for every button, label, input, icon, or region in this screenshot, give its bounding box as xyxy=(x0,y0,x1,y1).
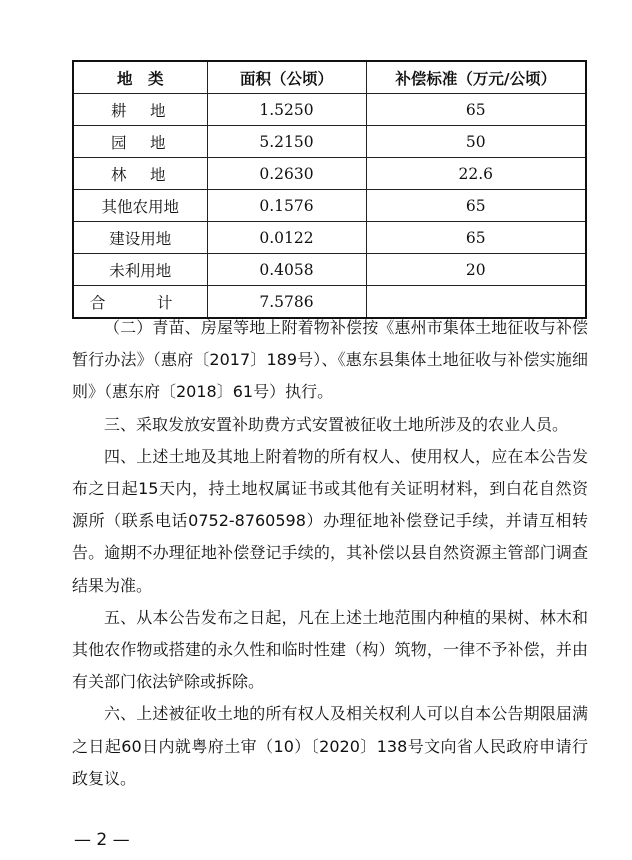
table-row xyxy=(73,158,586,190)
paragraph-resettlement: 三、采取发放安置补助费方式安置被征收土地所涉及的农业人员。 xyxy=(104,414,569,434)
cell-area: 0.1576 xyxy=(207,190,366,222)
cell-land-type: 园 地 xyxy=(73,126,207,158)
table-row xyxy=(73,190,586,222)
table-row xyxy=(73,94,586,126)
cell-standard: 65 xyxy=(366,222,586,254)
land-compensation-table xyxy=(72,60,587,319)
cell-standard: 65 xyxy=(366,190,586,222)
cell-standard: 65 xyxy=(366,94,586,126)
header-area: 面积（公顷） xyxy=(207,61,366,94)
paragraph-administrative-review: 六、上述被征收土地的所有权人及相关权利人可以自本公告期限届满之日起60日内就粤府土审（10）〔2020〕138号文向省人民政府申请行政复议。 xyxy=(72,704,588,788)
cell-land-type: 其他农用地 xyxy=(73,190,207,222)
cell-area: 0.2630 xyxy=(207,158,366,190)
table-row xyxy=(73,126,586,158)
cell-standard: 20 xyxy=(366,254,586,286)
table-row xyxy=(73,222,586,254)
table-header-row xyxy=(73,61,586,94)
cell-land-type: 林 地 xyxy=(73,158,207,190)
cell-area: 0.0122 xyxy=(207,222,366,254)
cell-area: 0.4058 xyxy=(207,254,366,286)
header-standard: 补偿标准（万元/公顷） xyxy=(366,61,586,94)
announcement-body xyxy=(72,312,588,795)
cell-area: 1.5250 xyxy=(207,94,366,126)
header-land-type: 地 类 xyxy=(73,61,207,94)
cell-land-type: 建设用地 xyxy=(73,222,207,254)
cell-area: 5.2150 xyxy=(207,126,366,158)
paragraph-no-compensation: 五、从本公告发布之日起，凡在上述土地范围内种植的果树、林木和其他农作物或搭建的永久性和临时性建（构）筑物，一律不予补偿，并由有关部门依法铲除或拆除。 xyxy=(72,607,588,692)
cell-land-type: 未利用地 xyxy=(73,254,207,286)
cell-standard: 22.6 xyxy=(366,158,586,190)
paragraph-attachment-compensation: （二）青苗、房屋等地上附着物补偿按《惠州市集体土地征收与补偿暂行办法》（惠府〔2017〕189号）、《惠东县集体土地征收与补偿实施细则》（惠东府〔2018〕61号）执行。 xyxy=(72,318,588,402)
cell-standard: 50 xyxy=(366,126,586,158)
paragraph-registration: 四、上述土地及其地上附着物的所有权人、使用权人，应在本公告发布之日起15天内，持土地权属证书或其他有关证明材料，到白花自然资源所（联系电话0752-8760598）办理征地补偿登记手续，并请互相转告。逾期不办理征地补偿登记手续的，其补偿以县自然资源主管部门调查结果为准。 xyxy=(72,446,588,595)
page-number: — 2 — xyxy=(74,830,130,850)
cell-land-type: 耕 地 xyxy=(73,94,207,126)
cell-area: 7.5786 xyxy=(207,286,366,319)
table-row xyxy=(73,254,586,286)
cell-land-type: 合 计 xyxy=(73,286,207,319)
